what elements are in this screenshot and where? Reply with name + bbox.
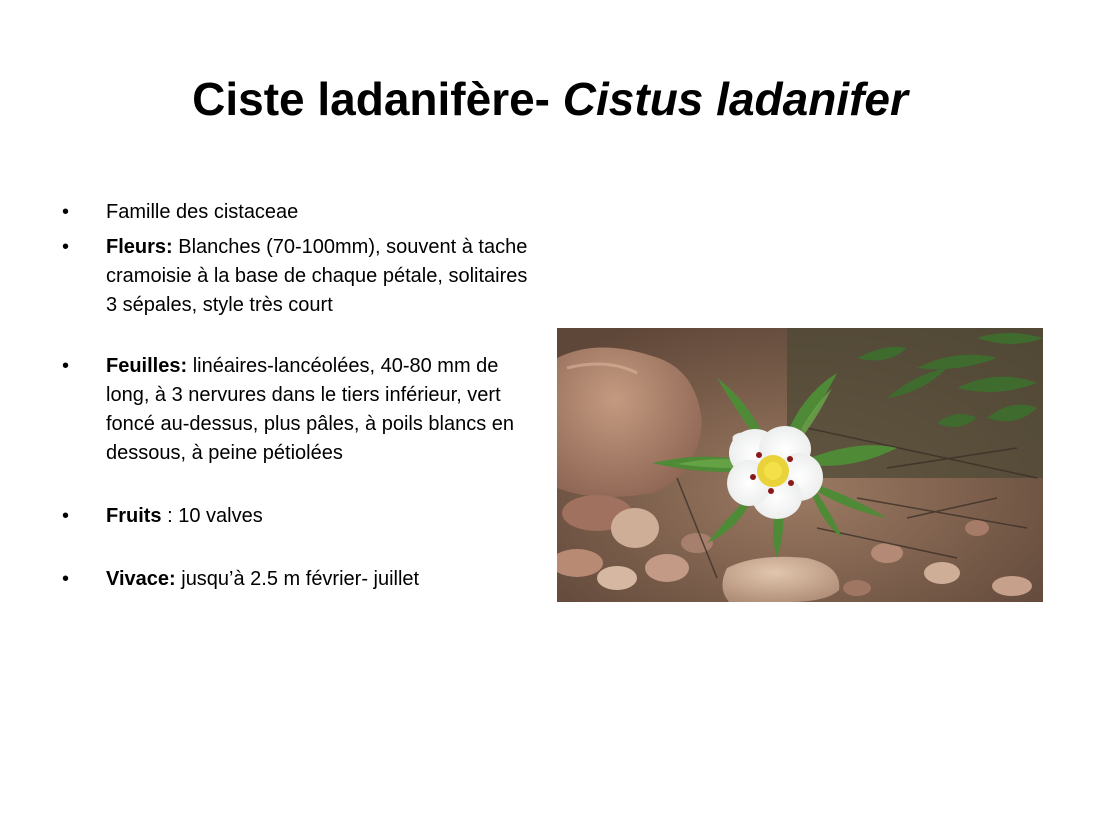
- cistus-flower-photo: [557, 328, 1043, 602]
- bullet-text: Famille des cistaceae: [106, 201, 299, 223]
- bullet-item-flowers: [62, 233, 532, 320]
- bullet-text: : 10 valves: [161, 505, 263, 527]
- flower-photo-illustration: [557, 328, 1043, 602]
- bullet-label: Feuilles:: [106, 355, 188, 377]
- title-common-name: Ciste ladanifère-: [192, 73, 563, 125]
- bullet-item-leaves: [62, 352, 532, 468]
- bullet-symbol: •: [62, 201, 70, 223]
- bullet-symbol: •: [62, 505, 70, 527]
- bullet-symbol: •: [62, 568, 70, 590]
- bullet-text: jusqu’à 2.5 m février- juillet: [175, 568, 420, 590]
- title-scientific-name: Cistus ladanifer: [562, 73, 908, 125]
- bullet-label: Vivace:: [106, 568, 176, 590]
- bullet-item-family: [62, 198, 532, 227]
- slide-title: [0, 72, 1100, 126]
- bullet-text: Blanches (70-100mm), souvent à tache cramoisie à la base de chaque pétale, solitaires 3 sépales, style très court: [106, 236, 528, 316]
- bullet-text: linéaires-lancéolées, 40-80 mm de long, à 3 nervures dans le tiers inférieur, vert foncé au-dessus, plus pâles, à poils blancs en dessous, à peine pétiolées: [106, 355, 515, 464]
- bullet-list: [62, 198, 532, 594]
- bullet-symbol: •: [62, 236, 70, 258]
- bullet-label: Fleurs:: [106, 236, 173, 258]
- bullet-item-fruits: [62, 502, 532, 531]
- bullet-label: Fruits: [106, 505, 162, 527]
- bullet-item-perennial: [62, 565, 532, 594]
- bullet-symbol: •: [62, 355, 70, 377]
